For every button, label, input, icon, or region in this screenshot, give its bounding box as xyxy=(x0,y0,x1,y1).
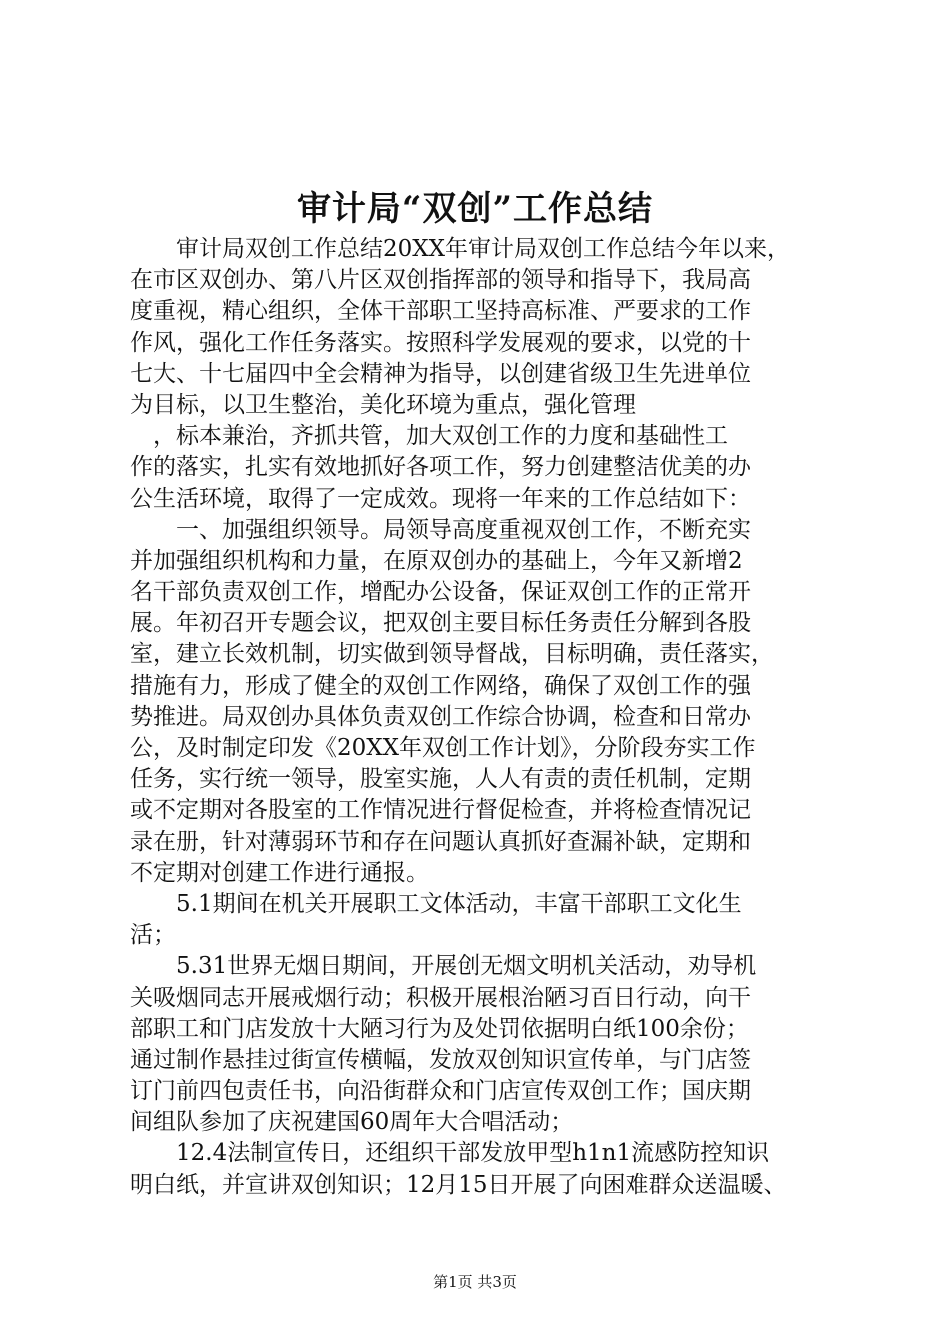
body-text-line: 公生活环境，取得了一定成效。现将一年来的工作总结如下： xyxy=(130,485,751,512)
body-text-line: 在市区双创办、第八片区双创指挥部的领导和指导下，我局高 xyxy=(130,267,751,294)
body-text-line: 作的落实，扎实有效地抓好各项工作，努力创建整洁优美的办 xyxy=(130,454,751,481)
page-footer: 第1页 共3页 xyxy=(433,1273,517,1291)
body-text-line: ，标本兼治，齐抓共管，加大双创工作的力度和基础性工 xyxy=(130,423,728,450)
body-text-line: 措施有力，形成了健全的双创工作网络，确保了双创工作的强 xyxy=(130,672,751,699)
body-text-line: 公，及时制定印发《20XX年双创工作计划》，分阶段夯实工作 xyxy=(130,735,756,761)
body-text-line: 不定期对创建工作进行通报。 xyxy=(130,859,429,886)
body-text-line: 七大、十七届四中全会精神为指导，以创建省级卫生先进单位 xyxy=(130,360,751,387)
body-text-line: 为目标，以卫生整治，美化环境为重点，强化管理 xyxy=(130,391,636,418)
body-text-line: 室，建立长效机制，切实做到领导督战，目标明确，责任落实， xyxy=(130,641,774,668)
document-title: 审计局“双创”工作总结 xyxy=(296,189,654,229)
body-text-line: 关吸烟同志开展戒烟行动；积极开展根治陋习百日行动，向干 xyxy=(130,984,751,1011)
body-text-line: 5.31世界无烟日期间，开展创无烟文明机关活动，劝导机 xyxy=(130,953,757,980)
body-text-line: 并加强组织机构和力量，在原双创办的基础上，今年又新增2 xyxy=(130,547,743,574)
body-text-line: 度重视，精心组织，全体干部职工坚持高标准、严要求的工作 xyxy=(130,298,751,325)
document-body xyxy=(130,234,830,1201)
body-text-line: 任务，实行统一领导，股室实施，人人有责的责任机制，定期 xyxy=(130,766,751,793)
body-text-line: 5.1期间在机关开展职工文体活动，丰富干部职工文化生 xyxy=(130,890,742,917)
body-text-line: 部职工和门店发放十大陋习行为及处罚依据明白纸100余份； xyxy=(130,1015,749,1042)
body-text-line: 录在册，针对薄弱环节和存在问题认真抓好查漏补缺，定期和 xyxy=(130,828,751,855)
body-text-line: 明白纸，并宣讲双创知识；12月15日开展了向困难群众送温暖、 xyxy=(130,1171,787,1198)
body-text-line: 展。年初召开专题会议，把双创主要目标任务责任分解到各股 xyxy=(130,610,751,637)
body-text-line: 通过制作悬挂过街宣传横幅，发放双创知识宣传单，与门店签 xyxy=(130,1046,751,1073)
body-text-line: 一、加强组织领导。局领导高度重视双创工作，不断充实 xyxy=(130,516,751,543)
body-text-line: 审计局双创工作总结20XX年审计局双创工作总结今年以来， xyxy=(130,236,791,262)
body-text-line: 间组队参加了庆祝建国60周年大合唱活动； xyxy=(130,1109,574,1136)
body-text-line: 或不定期对各股室的工作情况进行督促检查，并将检查情况记 xyxy=(130,797,751,824)
body-text-line: 活； xyxy=(130,922,176,949)
body-text-line: 势推进。局双创办具体负责双创工作综合协调，检查和日常办 xyxy=(130,703,751,730)
body-text-line: 名干部负责双创工作，增配办公设备，保证双创工作的正常开 xyxy=(130,579,751,606)
body-text-line: 订门前四包责任书，向沿街群众和门店宣传双创工作；国庆期 xyxy=(130,1078,751,1105)
body-text-line: 作风，强化工作任务落实。按照科学发展观的要求，以党的十 xyxy=(130,329,751,356)
body-text-line: 12.4法制宣传日，还组织干部发放甲型h1n1流感防控知识 xyxy=(130,1140,770,1167)
